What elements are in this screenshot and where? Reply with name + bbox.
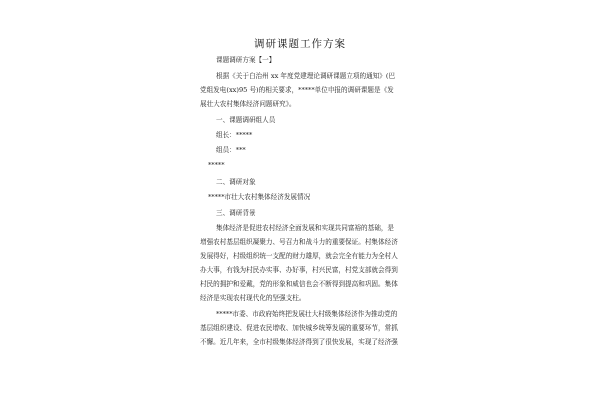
body-line: 发展得好，村级组织统一支配的财力雄厚，就会完全有能力为全村人	[200, 252, 398, 260]
body-line: 村民的拥护和爱戴，党的形象和威信也会不断得到提高和巩固。集体	[200, 280, 398, 288]
body-line: 组长：*****	[216, 131, 253, 139]
body-line: 一、课题调研组人员	[216, 116, 276, 124]
body-line: 不懈。近几年来，全市村级集体经济得到了很快发展，实现了经济强	[200, 338, 398, 346]
body-line: 二、调研对象	[216, 178, 256, 186]
body-line: 展壮大农村集体经济问题研究》。	[200, 100, 296, 108]
body-line: 组员：***	[216, 146, 246, 154]
body-line: 三、调研背景	[216, 209, 256, 217]
body-line: *****市委、市政府始终把发展壮大村级集体经济作为推动党的	[216, 310, 398, 318]
body-line: 课题调研方案【一】	[216, 56, 276, 64]
body-line: *****市壮大农村集体经济发展情况	[208, 193, 311, 201]
body-line: *****	[208, 161, 225, 169]
body-line: 增强农村基层组织凝聚力、号召力和战斗力的重要保证。村集体经济	[200, 238, 398, 246]
body-line: 根据《关于白治州 xx 年度党建理论调研课题立项的通知》(巴	[216, 72, 396, 80]
body-line: 基层组织建设、促进农民增收、加快城乡统筹发展的重要环节，常抓	[200, 324, 398, 332]
document-title: 调研课题工作方案	[254, 38, 346, 50]
body-line: 党组发电(xx)95 号)的相关要求，*****单位申报的调研课题是《发	[200, 86, 394, 94]
body-line: 经济是实现农村现代化的坚强支柱。	[200, 294, 306, 302]
body-line: 办大事，有钱为村民办实事、办好事，村兴民富，村党支部就会得到	[200, 266, 398, 274]
body-line: 集体经济是促进农村经济全面发展和实现共同富裕的基础，是	[216, 224, 395, 232]
